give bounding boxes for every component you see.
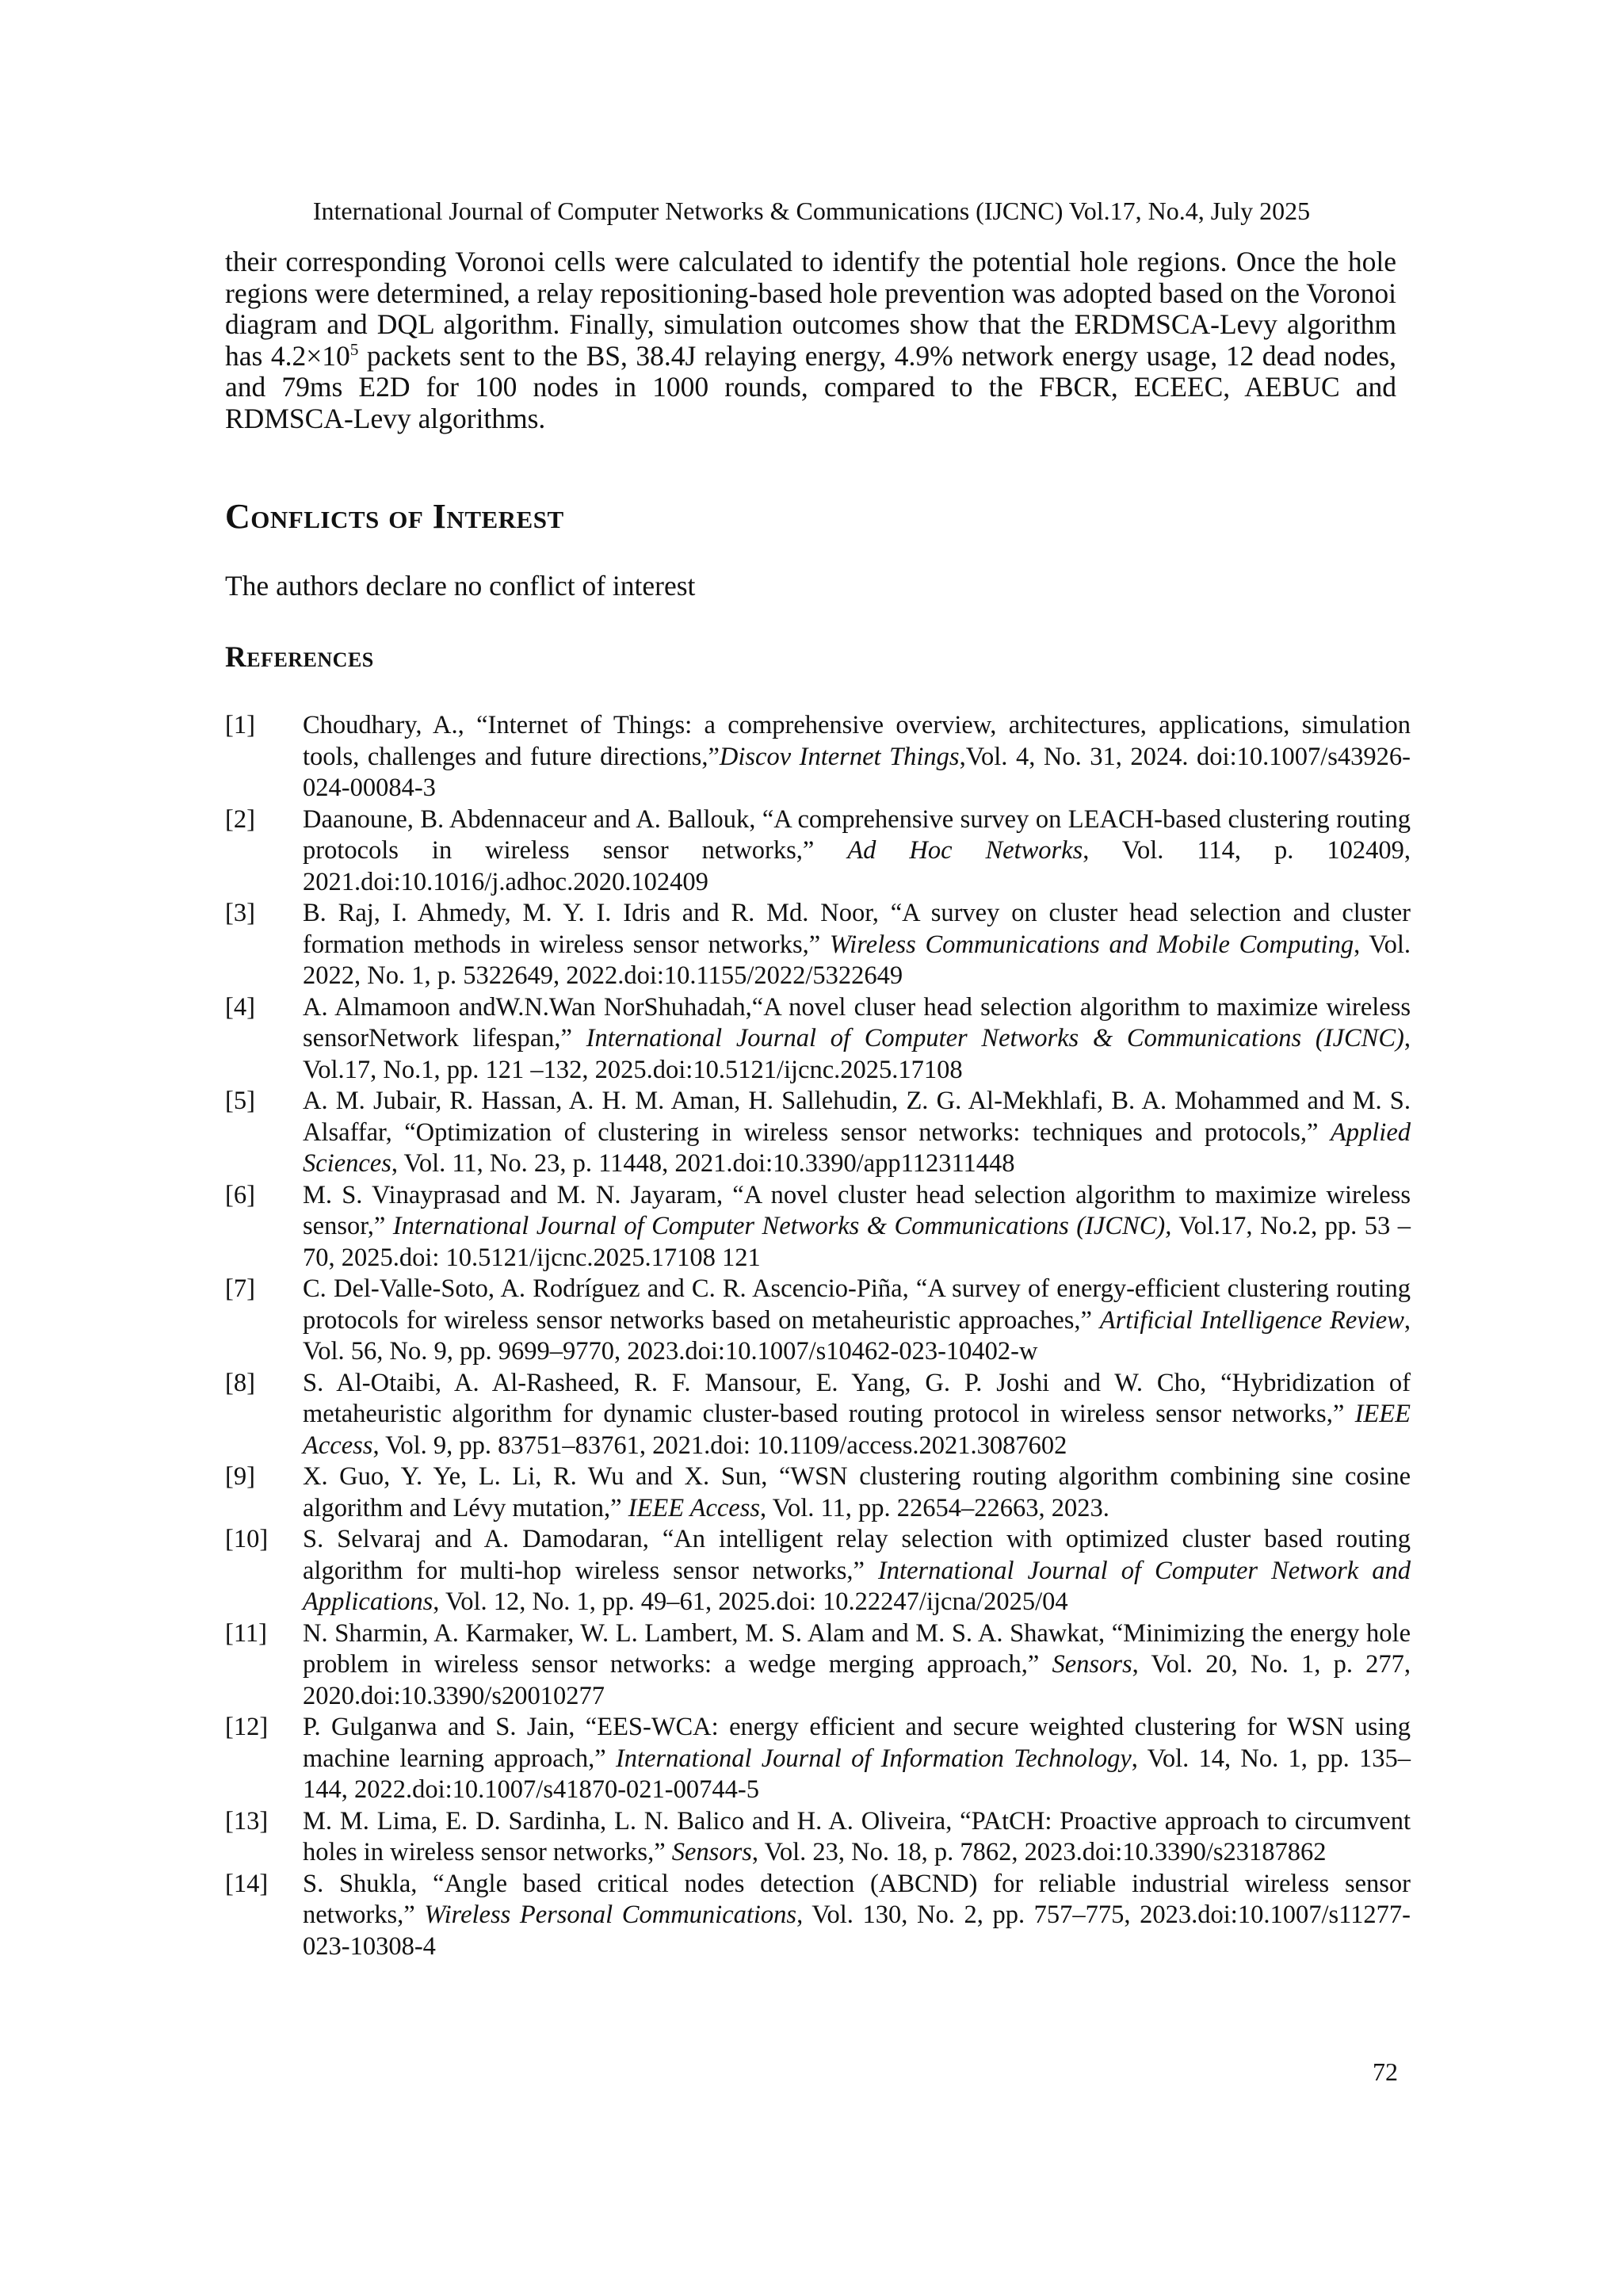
reference-item [225,1618,1411,1713]
reference-number: [12] [225,1713,269,1741]
reference-details: , Vol. 2022, No. 1, p. 5322649, 2022.doi:10.1155/2022/5322649 [303,930,1411,990]
conflicts-heading: Conflicts of Interest [225,497,564,536]
reference-details: Vol.17, No.2, pp. 53 –70, 2025.doi: 10.5121/ijcnc.2025.17108 121 [303,1212,1411,1272]
reference-text [303,1369,1411,1460]
reference-details: , Vol. 56, No. 9, pp. 9699–9770, 2023.doi:10.1007/s10462-023-10402-w [303,1305,1411,1366]
reference-number: [7] [225,1274,255,1303]
reference-text [303,1525,1411,1616]
reference-details: , Vol. 12, No. 1, pp. 49–61, 2025.doi: 10.22247/ijcna/2025/04 [433,1587,1068,1616]
reference-number: [3] [225,899,255,927]
reference-text [303,1713,1411,1804]
reference-text [303,1274,1411,1366]
reference-details: , Vol. 9, pp. 83751–83761, 2021.doi: 10.1109/access.2021.3087602 [372,1431,1067,1460]
reference-item [225,1086,1411,1180]
reference-venue: Sensors [1052,1650,1132,1679]
reference-item [225,1461,1411,1524]
reference-details: , Vol. 114, p. 102409, 2021.doi:10.1016/j.adhoc.2020.102409 [303,836,1411,896]
reference-text [303,1619,1411,1710]
conclusion-text-part-2: packets sent to the BS, 38.4J relaying energy, 4.9% network energy usage, 12 dead nodes, and 79ms E2D for 100 nodes in 1000 rounds, compared to the FBCR, ECEEC, AEBUC and RDMSCA-Levy algorithms. [225,339,1397,434]
reference-number: [6] [225,1180,255,1209]
reference-text [303,1462,1411,1522]
reference-item [225,1368,1411,1462]
reference-details: , Vol.17, No.1, pp. 121 –132, 2025.doi:10.5121/ijcnc.2025.17108 [303,1024,1411,1084]
reference-text [303,899,1411,990]
reference-venue: Applied Sciences [303,1117,1411,1178]
reference-venue: IEEE Access [303,1400,1411,1460]
reference-venue: Wireless Personal Communications [424,1901,797,1929]
reference-details: , Vol. 23, No. 18, p. 7862, 2023.doi:10.3390/s23187862 [751,1838,1327,1866]
reference-venue: Discov Internet Things [719,742,960,771]
reference-number: [5] [225,1087,255,1115]
reference-item [225,1274,1411,1368]
running-header: International Journal of Computer Networks & Communications (IJCNC) Vol.17, No.4, July 2025 [312,197,1311,225]
reference-authors-title: B. Raj, I. Ahmedy, M. Y. I. Idris and R. Md. Noor, “A survey on cluster head selection and cluster formation methods in wireless sensor networks,” [303,899,1411,959]
reference-text [303,1181,1411,1272]
reference-item [225,1712,1411,1806]
reference-item [225,1180,1411,1274]
reference-authors-title: Daanoune, B. Abdennaceur and A. Ballouk, “A comprehensive survey on LEACH-based clustering routing protocols in wireless sensor networks,” [303,804,1411,865]
reference-number: [14] [225,1869,269,1898]
superscript-exponent: 5 [349,339,359,359]
reference-details: , Vol. 11, pp. 22654–22663, 2023. [760,1493,1109,1522]
conclusion-paragraph [225,246,1396,434]
reference-venue: Wireless Communications and Mobile Computing [829,930,1354,959]
reference-item [225,710,1411,804]
reference-venue: IEEE Access [628,1493,761,1522]
reference-item [225,1806,1411,1869]
reference-item [225,1524,1411,1618]
references-heading: References [225,641,374,674]
reference-venue: International Journal of Computer Network and Applications [303,1556,1411,1616]
reference-authors-title: X. Guo, Y. Ye, L. Li, R. Wu and X. Sun, “WSN clustering routing algorithm combining sine cosine algorithm and Lévy mutation,” [303,1462,1411,1522]
conflicts-statement: The authors declare no conflict of interest [225,570,696,602]
conclusion-text-part-1: their corresponding Voronoi cells were calculated to identify the potential hole regions. Once the hole regions were determined, a relay repositioning-based hole prevention was adopted based on the Voronoi diagram and DQL algorithm. Finally, simulation outcomes show that the ERDMSCA-Levy algorithm has 4.2×10 [225,246,1396,372]
reference-venue: Sensors [671,1838,752,1866]
reference-details: , Vol. 14, No. 1, pp. 135–144, 2022.doi:10.1007/s41870-021-00744-5 [303,1744,1411,1804]
reference-venue: Artificial Intelligence Review [1099,1305,1404,1335]
reference-authors-title: M. S. Vinayprasad and M. N. Jayaram, “A novel cluster head selection algorithm to maximize wireless sensor,” [303,1180,1411,1240]
reference-details: , Vol. 11, No. 23, p. 11448, 2021.doi:10.3390/app112311448 [391,1149,1015,1178]
reference-authors-title: S. Selvaraj and A. Damodaran, “An intelligent relay selection with optimized cluster based routing algorithm for multi-hop wireless sensor networks,” [303,1525,1411,1585]
reference-authors-title: C. Del-Valle-Soto, A. Rodríguez and C. R. Ascencio-Piña, “A survey of energy-efficient clustering routing protocols for wireless sensor networks based on metaheuristic approaches,” [303,1274,1411,1335]
reference-item [225,1869,1411,1963]
reference-item [225,898,1411,992]
reference-number: [10] [225,1525,269,1553]
reference-authors-title: S. Shukla, “Angle based critical nodes detection (ABCND) for reliable industrial wireless sensor networks,” [303,1869,1411,1929]
reference-details: , Vol. 20, No. 1, p. 277, 2020.doi:10.3390/s20010277 [303,1650,1411,1710]
reference-item [225,804,1411,899]
reference-number: [11] [225,1618,267,1648]
reference-authors-title: Choudhary, A., “Internet of Things: a comprehensive overview, architectures, applications, simulation tools, challenges and future directions,” [303,711,1411,771]
reference-text [303,805,1411,896]
reference-number: [4] [225,992,255,1022]
reference-number: [8] [225,1368,255,1397]
reference-details: ,Vol. 4, No. 31, 2024. doi:10.1007/s43926-024-00084-3 [303,742,1411,802]
reference-details: , Vol. 130, No. 2, pp. 757–775, 2023.doi:10.1007/s11277-023-10308-4 [303,1901,1411,1961]
reference-number: [2] [225,804,255,834]
reference-text [303,1087,1411,1178]
page-number: 72 [1373,2057,1398,2086]
reference-authors-title: A. M. Jubair, R. Hassan, A. H. M. Aman, H. Sallehudin, Z. G. Al-Mekhlafi, B. A. Mohammed and M. S. Alsaffar, “Optimization of clustering in wireless sensor networks: techniques and protocols,” [303,1087,1411,1147]
reference-authors-title: S. Al-Otaibi, A. Al-Rasheed, R. F. Mansour, E. Yang, G. P. Joshi and W. Cho, “Hybridization of metaheuristic algorithm for dynamic cluster-based routing protocol in wireless sensor networks,” [303,1368,1411,1428]
reference-venue: International Journal of Computer Networks & Communications (IJCNC), [392,1212,1172,1240]
reference-authors-title: P. Gulganwa and S. Jain, “EES-WCA: energy efficient and secure weighted clustering for WSN using machine learning approach,” [303,1713,1411,1773]
reference-venue: International Journal of Information Technology [615,1744,1132,1773]
reference-number: [9] [225,1462,255,1491]
reference-authors-title: N. Sharmin, A. Karmaker, W. L. Lambert, M. S. Alam and M. S. A. Shawkat, “Minimizing the energy hole problem in wireless sensor networks: a wedge merging approach,” [303,1618,1411,1679]
reference-number: [13] [225,1806,269,1836]
reference-number: [1] [225,711,255,739]
reference-authors-title: A. Almamoon andW.N.Wan NorShuhadah,“A novel cluser head selection algorithm to maximize wireless sensorNetwork lifespan,” [303,992,1411,1052]
reference-authors-title: M. M. Lima, E. D. Sardinha, L. N. Balico and H. A. Oliveira, “PAtCH: Proactive approach to circumvent holes in wireless sensor networks,” [303,1806,1411,1866]
reference-venue: Ad Hoc Networks [847,836,1083,865]
reference-text [303,1870,1411,1961]
reference-list [225,710,1411,1962]
reference-venue: International Journal of Computer Networks & Communications (IJCNC) [586,1024,1404,1052]
reference-text [303,993,1411,1084]
reference-text [303,1807,1411,1867]
reference-text [303,711,1411,802]
reference-item [225,992,1411,1087]
